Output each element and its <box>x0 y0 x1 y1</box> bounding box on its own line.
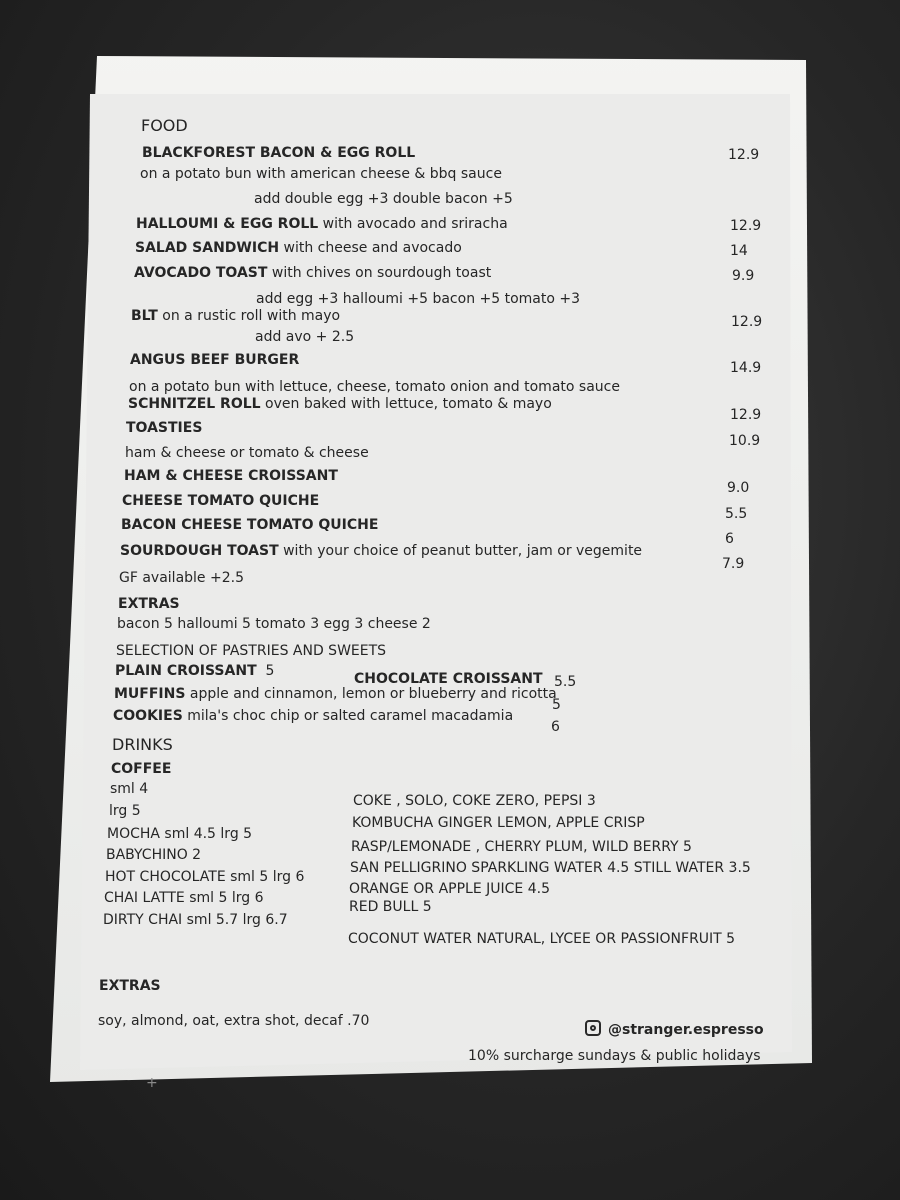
coffee-item: lrg 5 <box>109 803 141 819</box>
coffee-item: sml 4 <box>110 781 149 797</box>
drinks-heading: DRINKS <box>112 735 173 754</box>
food-item-price: 7.9 <box>722 556 745 572</box>
pencil-mark: + <box>146 1075 158 1091</box>
food-item-price: 14 <box>730 243 748 259</box>
instagram-handle: @stranger.espresso <box>608 1022 764 1038</box>
cookies-price: 6 <box>551 719 560 735</box>
coffee-item: BABYCHINO 2 <box>106 847 202 863</box>
surcharge-note: 10% surcharge sundays & public holidays <box>468 1048 761 1064</box>
food-heading: FOOD <box>141 116 188 135</box>
cold-drink-item: SAN PELLIGRINO SPARKLING WATER 4.5 STILL WATER 3.5 <box>350 860 751 876</box>
coffee-item: CHAI LATTE sml 5 lrg 6 <box>104 890 264 906</box>
food-item-desc: on a potato bun with lettuce, cheese, tomato onion and tomato sauce <box>129 379 620 395</box>
coffee-item: HOT CHOCOLATE sml 5 lrg 6 <box>105 869 305 885</box>
food-item-price: 12.9 <box>730 407 762 423</box>
food-item-desc: ham & cheese or tomato & cheese <box>125 445 369 461</box>
food-item-desc: GF available +2.5 <box>119 570 244 586</box>
cold-drink-item: KOMBUCHA GINGER LEMON, APPLE CRISP <box>352 815 645 831</box>
milk-extras-line: soy, almond, oat, extra shot, decaf .70 <box>98 1013 370 1029</box>
food-item-addons: add avo + 2.5 <box>255 329 355 345</box>
chocolate-croissant-price: 5.5 <box>554 674 577 690</box>
food-item-price: 12.9 <box>731 314 763 330</box>
cold-drink-item: COCONUT WATER NATURAL, LYCEE OR PASSIONFRUIT 5 <box>348 931 736 947</box>
food-item-name: BACON CHEESE TOMATO QUICHE <box>121 517 379 533</box>
food-item-name: TOASTIES <box>126 420 203 436</box>
coffee-heading: COFFEE <box>111 761 172 777</box>
cold-drink-item: COKE , SOLO, COKE ZERO, PEPSI 3 <box>353 793 596 809</box>
food-item-price: 12.9 <box>728 147 760 163</box>
food-item: BLT on a rustic roll with mayo <box>131 308 341 324</box>
food-item-price: 10.9 <box>729 433 761 449</box>
food-item-addons: add egg +3 halloumi +5 bacon +5 tomato +3 <box>256 291 581 307</box>
extras-heading: EXTRAS <box>118 596 180 612</box>
food-item-price: 14.9 <box>730 360 762 376</box>
food-item-price: 9.9 <box>732 268 755 284</box>
food-item-price: 6 <box>725 531 734 547</box>
muffins-price: 5 <box>552 697 561 713</box>
cold-drink-item: RASP/LEMONADE , CHERRY PLUM, WILD BERRY 5 <box>351 839 692 855</box>
food-item: SCHNITZEL ROLL oven baked with lettuce, tomato & mayo <box>128 396 552 412</box>
food-item-price: 12.9 <box>730 218 762 234</box>
food-item-price: 5.5 <box>725 506 748 522</box>
cookies: COOKIES mila's choc chip or salted caramel macadamia <box>113 708 514 724</box>
milk-extras-heading: EXTRAS <box>99 978 161 994</box>
food-item-name: ANGUS BEEF BURGER <box>130 352 300 368</box>
muffins: MUFFINS apple and cinnamon, lemon or blueberry and ricotta <box>114 686 557 702</box>
food-item-desc: on a potato bun with american cheese & bbq sauce <box>140 166 502 182</box>
food-item-addons: add double egg +3 double bacon +5 <box>254 191 513 207</box>
pastries-heading: SELECTION OF PASTRIES AND SWEETS <box>116 643 387 659</box>
food-item: SALAD SANDWICH with cheese and avocado <box>135 240 462 256</box>
food-item: SOURDOUGH TOAST with your choice of peanut butter, jam or vegemite <box>120 543 643 559</box>
chocolate-croissant-name: CHOCOLATE CROISSANT <box>354 671 543 687</box>
food-item: HALLOUMI & EGG ROLL with avocado and sriracha <box>136 216 508 232</box>
food-item-name: BLACKFOREST BACON & EGG ROLL <box>142 145 416 161</box>
food-item-name: CHEESE TOMATO QUICHE <box>122 493 320 509</box>
coffee-item: DIRTY CHAI sml 5.7 lrg 6.7 <box>103 912 288 928</box>
cold-drink-item: ORANGE OR APPLE JUICE 4.5 <box>349 881 550 897</box>
instagram-icon <box>585 1020 601 1036</box>
extras-line: bacon 5 halloumi 5 tomato 3 egg 3 cheese 2 <box>117 616 431 632</box>
food-item-price: 9.0 <box>727 480 750 496</box>
coffee-item: MOCHA sml 4.5 lrg 5 <box>107 826 253 842</box>
cold-drink-item: RED BULL 5 <box>349 899 432 915</box>
food-item: AVOCADO TOAST with chives on sourdough toast <box>134 265 492 281</box>
food-item-name: HAM & CHEESE CROISSANT <box>124 468 338 484</box>
plain-croissant: PLAIN CROISSANT 5 <box>115 663 275 679</box>
